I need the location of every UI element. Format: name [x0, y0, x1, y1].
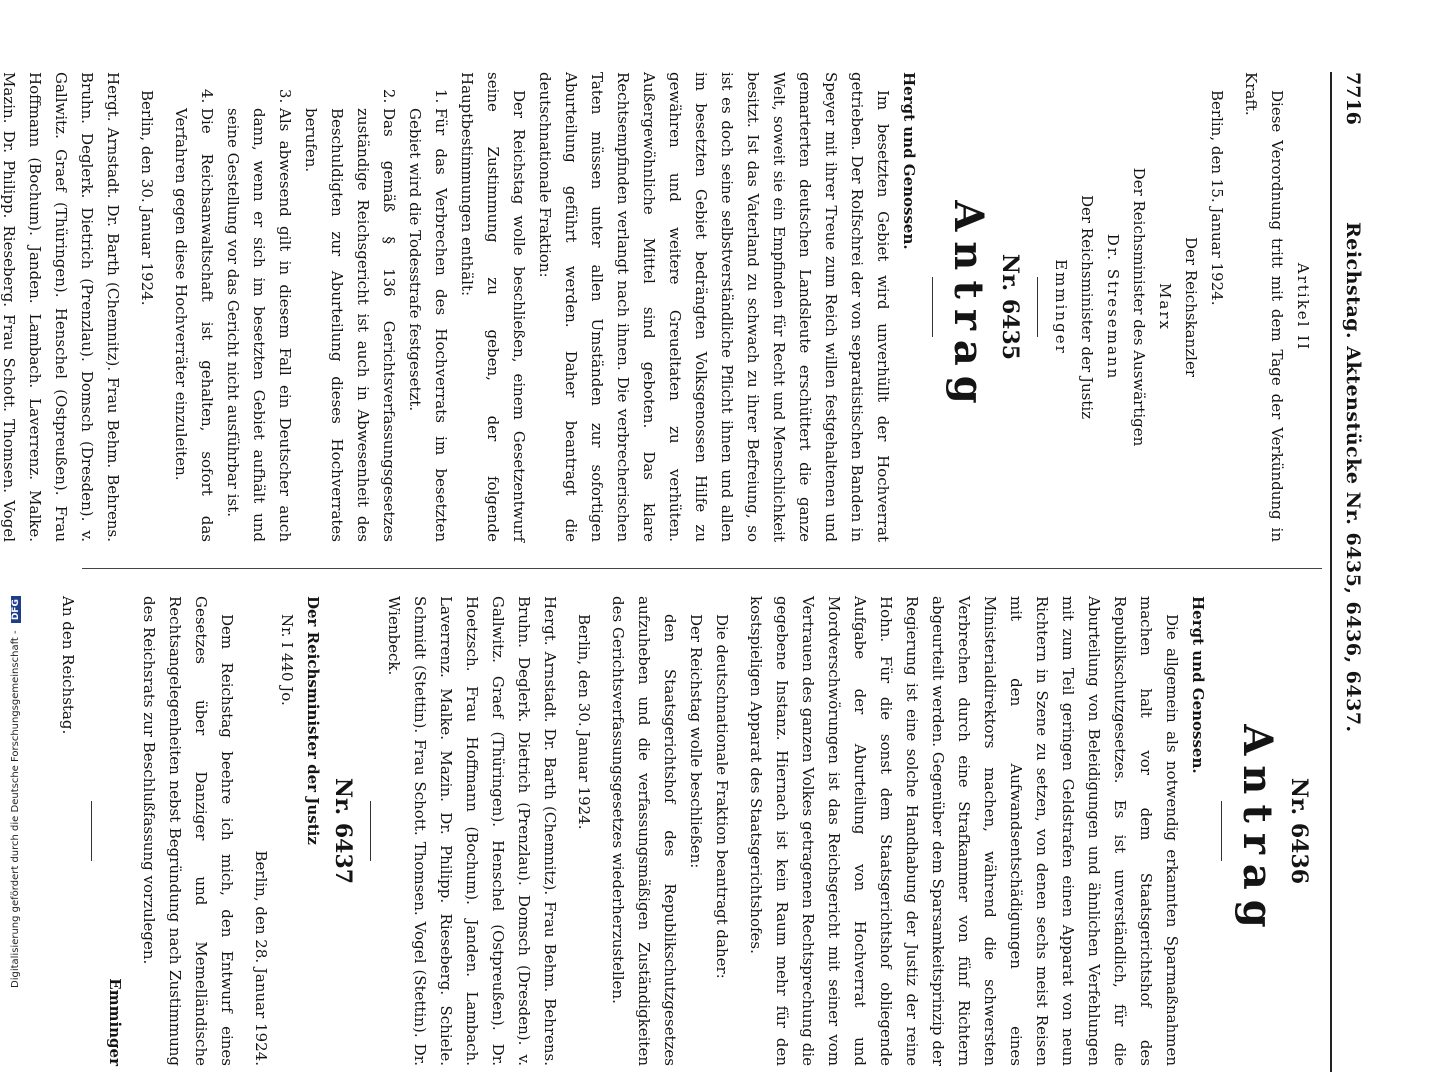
- credit-text: Digitalisierung gefördert durch die Deutsche Forschungsgemeinschaft -: [10, 630, 21, 988]
- signatories-6435: Hergt. Arnstadt. Dr. Barth (Chemnitz). Frau Behm. Behrens. Bruhn. Deglerk. Dietrich (Prenzlau). Domsch (Dresden). v. Gallwitz. Graef (Thüringen). Henschel (Ostpreußen). Frau Hoffmann (Bochum). Janden. Lambach. Laverrenz. Malke. Mazin. Dr. Philipp. Rieseberg. Frau Schott. Thomsen. Vogel: [0, 72, 122, 542]
- motion-date-6435: Berlin, den 30. Januar 1924.: [138, 90, 156, 306]
- column-divider: [82, 568, 1322, 569]
- letter-date: Berlin, den 28. Januar 1924.: [252, 850, 270, 1066]
- provision-item: 2. Das gemäß § 136 Gerichtsverfassungsgesetzes zuständige Reichsgericht ist auch in Abwesenheit des Beschuldigten zur Aburteilung dieses Hochverrates berufen.: [298, 108, 402, 542]
- antrag-heading-6435: Antrag: [945, 200, 992, 414]
- left-column: [0, 72, 1316, 542]
- provisions-list: [168, 72, 454, 542]
- provision-item: 3. Als abwesend gilt in diesem Fall ein Deutscher auch dann, wenn er sich im besetzten Gebiet aufhält und seine Gestellung vor das Gericht nicht ausführbar ist.: [220, 108, 298, 542]
- provision-item: 1. Für das Verbrechen des Hochverrats im besetzten Gebiet wird die Todesstrafe festgesetzt.: [402, 108, 454, 542]
- motion-intro-6436: Die deutschnationale Fraktion beantragt daher:: [713, 614, 731, 979]
- signature-title-justice: Der Reichsminister der Justiz: [1078, 194, 1096, 420]
- motion-request-6435: Der Reichstag wolle beschließen, einem Gesetzentwurf seine Zustimmung zu geben, der folgende Hauptbestimmungen enthält:: [458, 72, 528, 542]
- page-header: [1338, 72, 1368, 1072]
- page-number: 7716: [1342, 72, 1364, 125]
- signature-title-chancellor: Der Reichskanzler: [1182, 236, 1200, 377]
- signature-name-foreign: Dr. Stresemann: [1104, 233, 1122, 381]
- signature-name-chancellor: Marx: [1156, 283, 1174, 331]
- signature-title-foreign: Der Reichsminister des Auswärtigen: [1130, 167, 1148, 447]
- doc-number-6435: Nr. 6435: [997, 253, 1023, 361]
- right-column: [55, 596, 1316, 1066]
- signatories-6436: Hergt. Arnstadt. Dr. Barth (Chemnitz). Frau Behm. Behrens. Bruhn. Deglerk. Dietrich (Prenzlau). Domsch (Dresden). v. Gallwitz. Graef (Thüringen). Henschel (Ostpreußen). Dr. Hoetzsch. Frau Hoffmann (Bochum). Janden. Lambach. Laverrenz. Malke. Mazin. Dr. Philipp. Rieseberg. Schiele. Schmidt (Stettin). Frau Schott. Thomsen. Vogel (Stettin). Dr. Wienbeck.: [385, 596, 559, 1066]
- motion-text-6435: Im besetzten Gebiet wird unverhüllt der Hochverrat getrieben. Der Rolfschrei der von separatistischen Banden in Speyer mit ihrer Treue zum Reich willen festgehaltenen und gemarterten deutschen Landsleute erschüttert die ganze Welt, soweit sie ein Empfinden für Recht und Menschlichkeit besitzt. Ist das Vaterland zu schwach zu ihrer Befreiung, so ist es doch seine selbstverständliche Pflicht ihnen und allen im besetzten Gebiet bedrängten Volksgenossen Hilfe zu gewähren und weitere Greueltaten zu verhüten. Außergewöhnliche Mittel sind geboten. Das klare Rechtsempfinden verlangt nach ihnen. Die verbrecherischen Taten müssen unter allen Umständen zur sofortigen Aburteilung geführt werden. Daher beantragt die deutschnationale Fraktion:: [536, 72, 892, 542]
- letter-rule: [91, 801, 92, 861]
- antrag-heading-6436: Antrag: [1234, 724, 1281, 938]
- provision-item: 4. Die Reichsanwaltschaft ist gehalten, sofort das Verfahren gegen diese Hochverräter einzuleiten.: [168, 108, 220, 542]
- section-rule: [1037, 277, 1038, 337]
- authors-6435: Hergt und Genossen.: [900, 72, 918, 250]
- article-text: Diese Verordnung tritt mit dem Tage der Verkündung in Kraft.: [1242, 72, 1286, 542]
- addressee: An den Reichstag.: [59, 596, 77, 735]
- digitization-credit: [10, 596, 21, 988]
- signature-name-justice: Emminger: [1052, 259, 1070, 355]
- antrag-rule-6436: [1221, 801, 1222, 861]
- sender-reference: Nr. I 440 Jo.: [278, 614, 296, 706]
- motion-text-6436: Die allgemein als notwendig erkannten Sparmaßnahmen machen halt vor dem Staatsgerichtshof des Republikschutzgesetzes. Es ist unverständlich, für die Aburteilung von Beleidigungen und ähnlichen Verfehlungen mit zum Teil geringen Geldstrafen einen Apparat von neun Richtern in Szene zu setzen, von denen sechs meist Reisen mit den Aufwandsentschädigungen eines Ministerialdirektors machen, während die schwersten Verbrechen durch eine Strafkammer von fünf Richtern abgeurteilt werden. Gegenüber dem Sparsamkeitsprinzip der Regierung ist eine solche Handhabung der Justiz der reine Hohn. Für die sonst dem Staatsgerichtshof obliegende Aufgabe der Aburteilung von Hochverrat und Mordverschwörungen ist das Reichsgericht mit seiner vom Vertrauen des ganzen Volkes getragenen Rechtsprechung die gegebene Instanz. Hiernach ist kein Raum mehr für den kostspieligen Apparat des Staatsgerichtshofes.: [747, 596, 1181, 1066]
- letter-body: Dem Reichstag beehre ich mich, den Entwurf eines Gesetzes über Danziger und Memelländische Rechtsangelegenheiten nebst Begründung nach Zustimmung des Reichsrats zur Beschlußfassung vorzulegen.: [140, 596, 236, 1066]
- sender-title: Der Reichsminister der Justiz: [304, 596, 322, 845]
- end-rule-6436: [370, 801, 371, 861]
- authors-6436: Hergt und Genossen.: [1189, 596, 1207, 774]
- article-heading: Artikel II: [1294, 262, 1312, 352]
- decree-date: Berlin, den 15. Januar 1924.: [1208, 90, 1226, 306]
- dfg-logo: DFG: [11, 596, 21, 623]
- running-title: Reichstag. Aktenstücke Nr. 6435, 6436, 6437.: [1342, 222, 1364, 733]
- doc-number-6437: Nr. 6437: [330, 777, 356, 885]
- letter-signature: Emminger: [106, 978, 124, 1066]
- doc-number-6436: Nr. 6436: [1286, 777, 1312, 885]
- motion-request-6436: Der Reichstag wolle beschließen:: [687, 614, 705, 869]
- antrag-rule-6435: [932, 277, 933, 337]
- motion-date-6436: Berlin, den 30. Januar 1924.: [575, 614, 593, 830]
- header-rule: [1330, 72, 1332, 1072]
- motion-content-6436: den Staatsgerichtshof des Republikschutzgesetzes aufzuheben und die verfassungsmäßigen Zuständigkeiten des Gerichtsverfassungsgesetzes wiederherzustellen.: [609, 596, 679, 1066]
